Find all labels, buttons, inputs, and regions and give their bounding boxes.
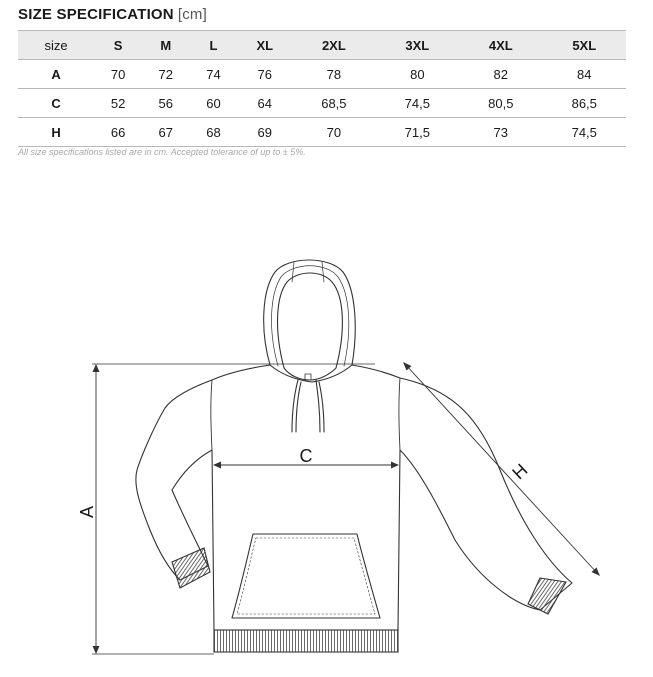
table-cell: 76: [237, 60, 292, 89]
waistband-rib: [214, 630, 398, 652]
column-header: XL: [237, 31, 292, 60]
table-cell: 73: [459, 118, 542, 147]
table-cell: 72: [142, 60, 190, 89]
measure-a-arrow-top: [93, 364, 100, 372]
measure-c-label: C: [299, 446, 313, 466]
kangaroo-pocket: [232, 534, 380, 618]
table-cell: 56: [142, 89, 190, 118]
measure-h-label: H: [508, 459, 532, 484]
table-cell: 68,5: [292, 89, 375, 118]
table-cell: 86,5: [543, 89, 626, 118]
column-header: 4XL: [459, 31, 542, 60]
table-cell: 68: [190, 118, 238, 147]
table-cell: 70: [94, 60, 142, 89]
table-cell: 52: [94, 89, 142, 118]
left-side-seam: [211, 380, 212, 450]
table-cell: 80,5: [459, 89, 542, 118]
table-cell: 74,5: [543, 118, 626, 147]
table-cell: 69: [237, 118, 292, 147]
table-cell: 64: [237, 89, 292, 118]
column-header: M: [142, 31, 190, 60]
column-header: L: [190, 31, 238, 60]
table-cell: 78: [292, 60, 375, 89]
table-cell: 60: [190, 89, 238, 118]
row-label: H: [18, 118, 94, 147]
column-header: size: [18, 31, 94, 60]
column-header: S: [94, 31, 142, 60]
table-cell: 67: [142, 118, 190, 147]
measure-a-arrow-bottom: [93, 646, 100, 654]
column-header: 2XL: [292, 31, 375, 60]
measure-h-line: [405, 364, 598, 574]
left-cuff-rib: [172, 548, 210, 588]
table-cell: 66: [94, 118, 142, 147]
measure-c-arrow-left: [213, 462, 221, 469]
title-unit: [cm]: [177, 6, 207, 23]
drawstring-right: [316, 380, 324, 432]
table-cell: 70: [292, 118, 375, 147]
title-text: SIZE SPECIFICATION: [18, 6, 174, 23]
hood-seam: [272, 266, 349, 366]
pocket-stitch: [237, 538, 375, 614]
hood-center-panel: [292, 262, 324, 282]
table-cell: 82: [459, 60, 542, 89]
row-label: C: [18, 89, 94, 118]
column-header: 3XL: [376, 31, 459, 60]
table-cell: 84: [543, 60, 626, 89]
row-label: A: [18, 60, 94, 89]
hoodie-body-outline: [136, 365, 572, 630]
table-cell: 74: [190, 60, 238, 89]
table-cell: 71,5: [376, 118, 459, 147]
tolerance-note: All size specifications listed are in cm. Accepted tolerance of up to ± 5%.: [18, 147, 306, 157]
right-side-seam: [399, 378, 400, 450]
table-cell: 74,5: [376, 89, 459, 118]
drawstring-left: [292, 380, 301, 432]
measure-c-arrow-right: [391, 462, 399, 469]
column-header: 5XL: [543, 31, 626, 60]
drawstring-grommet: [305, 374, 311, 380]
table-cell: 80: [376, 60, 459, 89]
measure-a-label: A: [77, 505, 97, 519]
